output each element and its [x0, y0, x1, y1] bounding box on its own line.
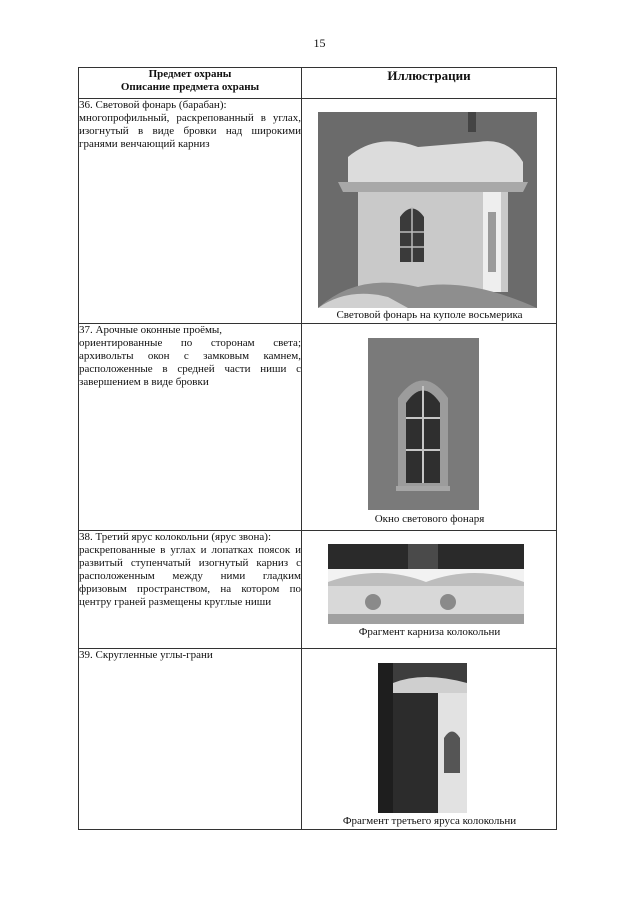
table-row — [79, 531, 557, 649]
illustration-caption: Фрагмент карниза колокольни — [358, 626, 501, 638]
table-row — [79, 99, 557, 324]
illustration-caption: Окно светового фонаря — [374, 513, 485, 525]
header-subject-line1: Предмет охраны — [148, 68, 232, 80]
table-row — [79, 649, 557, 830]
lantern-photo — [318, 112, 537, 308]
illustration-caption: Фрагмент третьего яруса колокольни — [342, 815, 517, 827]
row-illustration — [302, 649, 557, 830]
row-illustration — [302, 531, 557, 649]
page-number: 15 — [313, 36, 326, 50]
row-title: 39. Скругленные углы-грани — [79, 649, 213, 661]
row-text: многопрофильный, раскрепованный в углах, изогнутый в виде бровки над широкими гранями венчающий карниз — [79, 112, 301, 150]
heritage-table — [78, 67, 557, 830]
row-illustration — [302, 324, 557, 531]
belfry-corner-photo — [378, 663, 467, 813]
cornice-photo — [328, 544, 524, 624]
illustration-caption: Световой фонарь на куполе восьмерика — [336, 309, 523, 321]
header-subject-line2: Описание предмета охраны — [120, 81, 260, 93]
row-description — [79, 531, 302, 649]
window-photo — [368, 338, 479, 510]
row-description — [79, 99, 302, 324]
row-title: 38. Третий ярус колокольни (ярус звона): — [79, 531, 272, 543]
table-row — [79, 324, 557, 531]
row-description — [79, 324, 302, 531]
header-subject — [79, 68, 302, 99]
row-illustration — [302, 99, 557, 324]
row-title: 37. Арочные оконные проёмы, — [79, 324, 223, 336]
header-illustrations: Иллюстрации — [302, 68, 557, 99]
row-title: 36. Световой фонарь (барабан): — [79, 99, 227, 111]
row-text: ориентированные по сторонам света; архивольты окон с замковым камнем, расположенные в средней части ниши с завершением в виде бровки — [79, 337, 301, 388]
row-text: раскрепованные в углах и лопатках поясок и развитый ступенчатый изогнутый карниз с расположенным между ними гладким фризовым пространством, на котором по центру граней размещены круглые ниши — [79, 544, 301, 608]
row-description — [79, 649, 302, 830]
